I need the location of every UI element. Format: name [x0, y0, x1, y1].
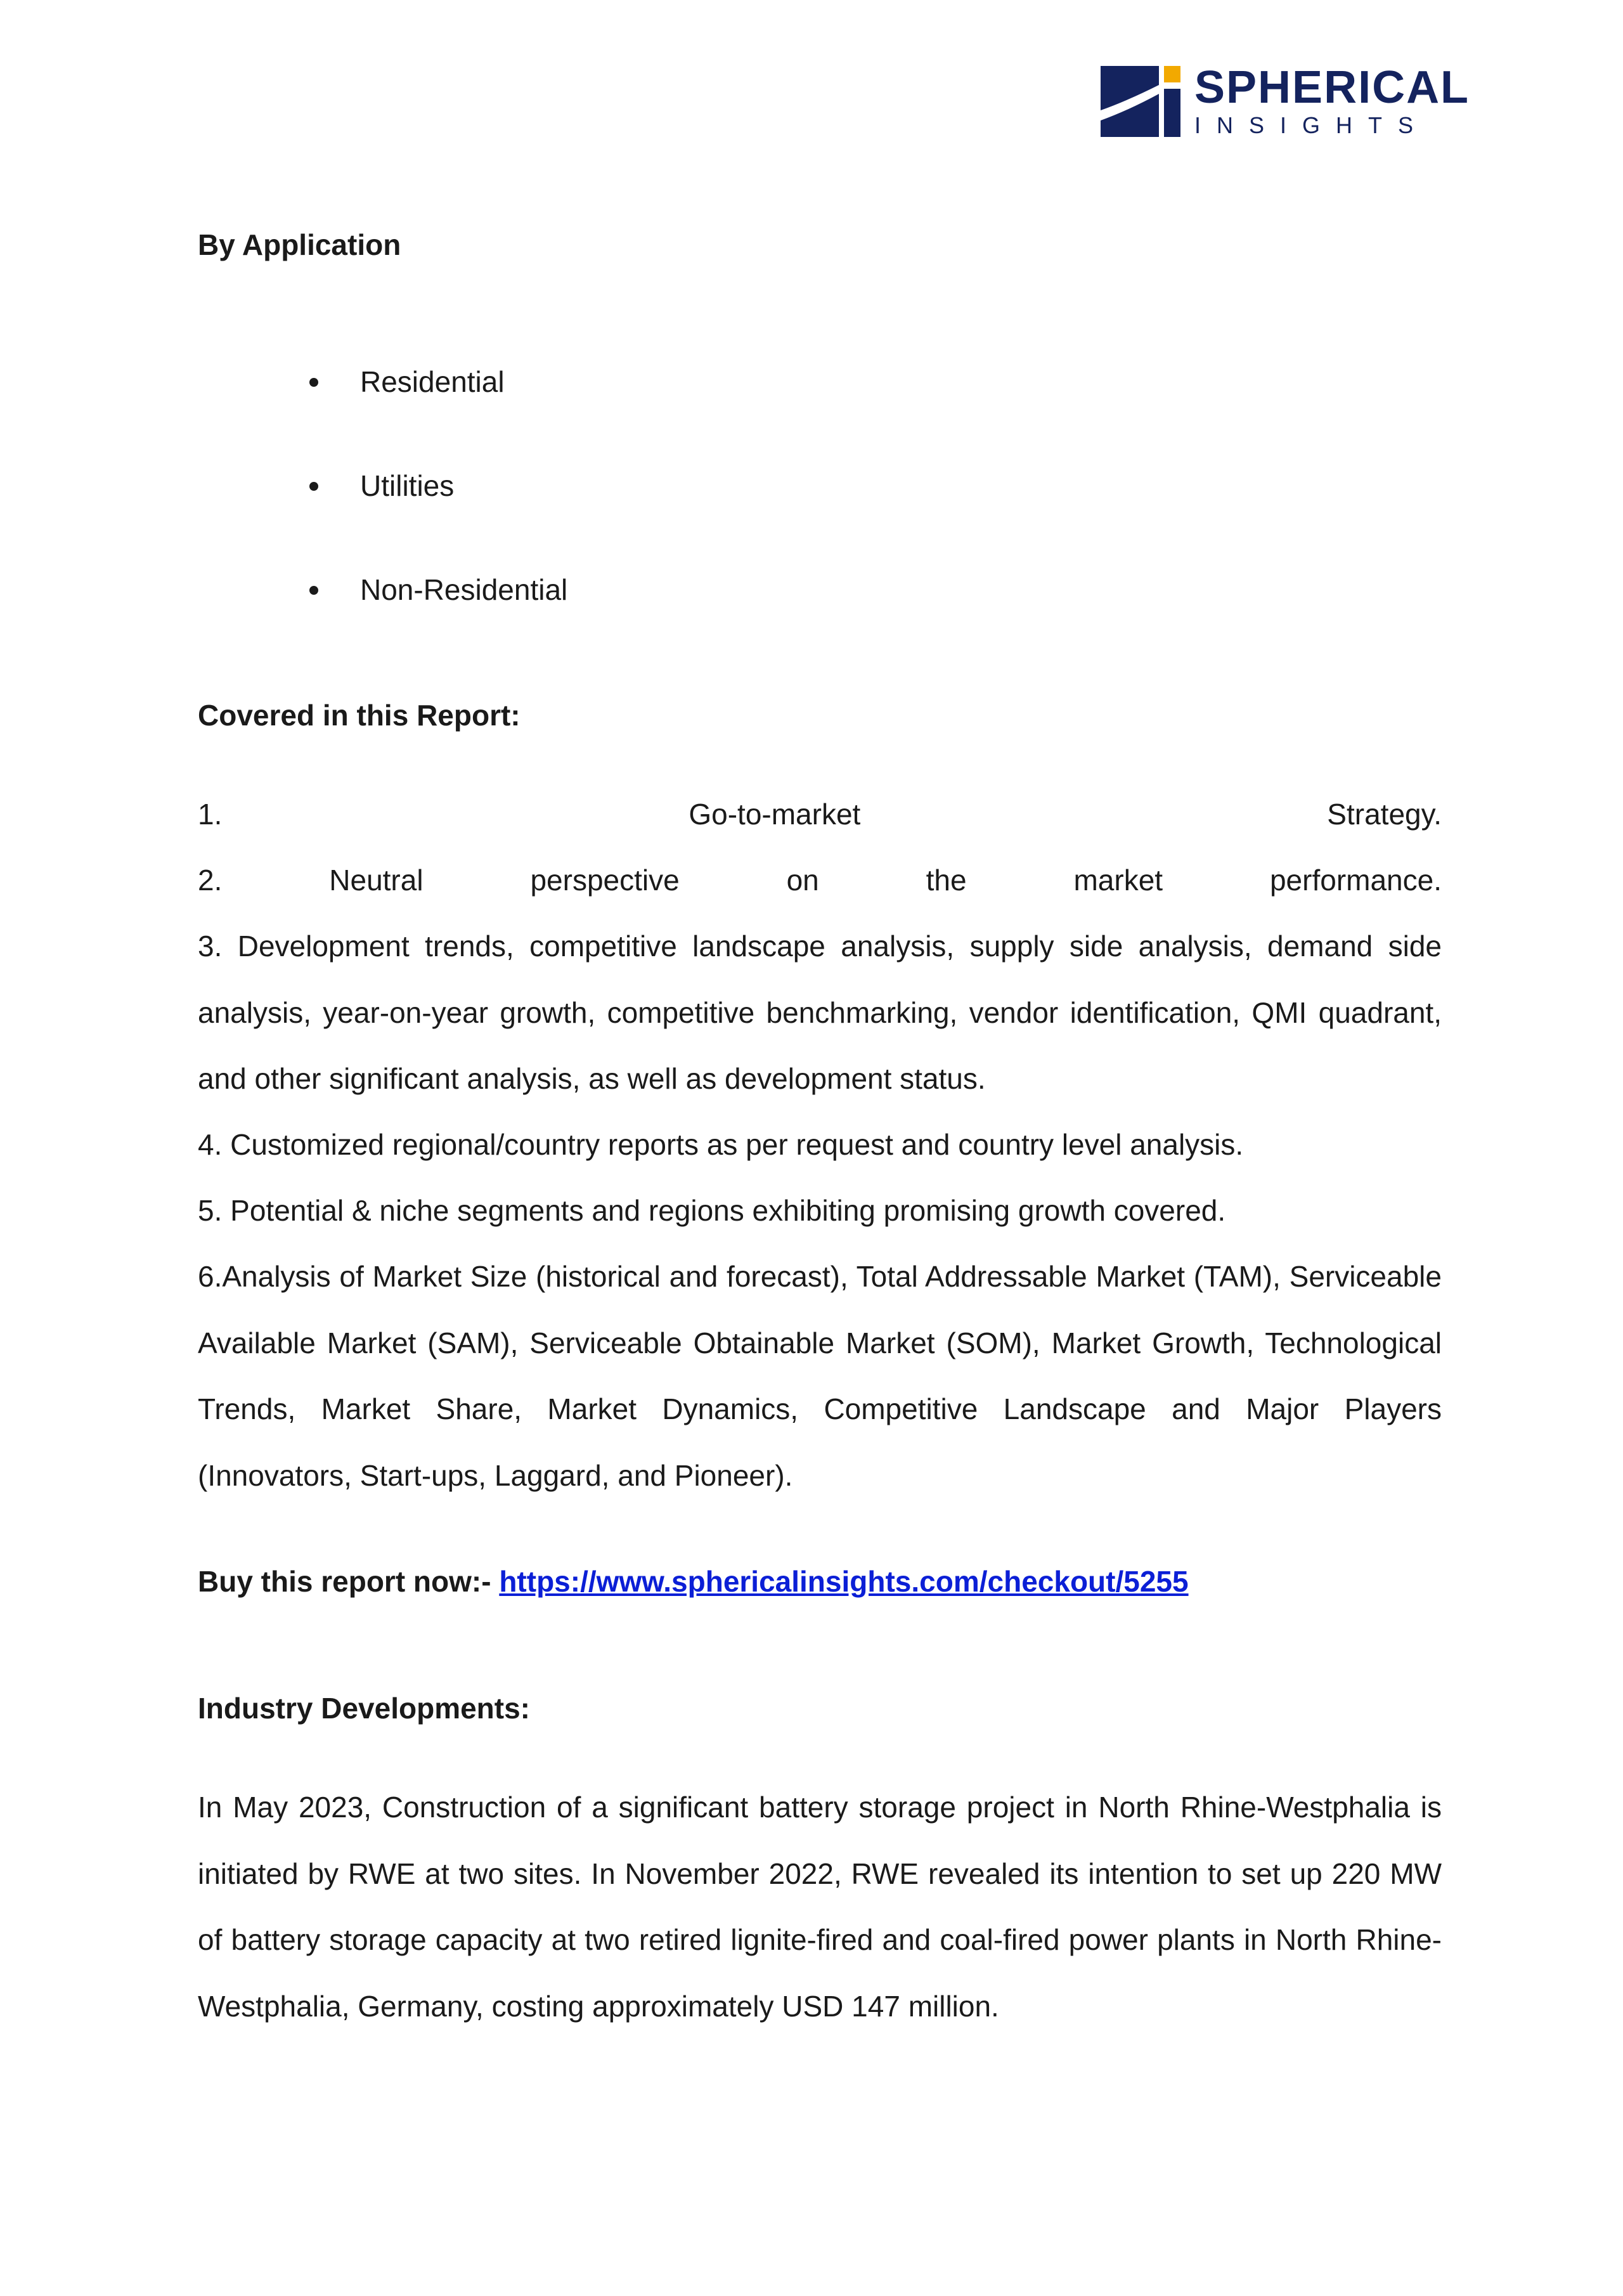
list-item-label: Non-Residential — [360, 573, 568, 606]
word: Neutral — [329, 864, 424, 897]
word: Go-to-market — [689, 798, 861, 831]
application-list — [198, 361, 567, 673]
by-application-heading: By Application — [198, 228, 401, 261]
covered-item-2 — [198, 847, 1442, 913]
industry-paragraph: In May 2023, Construction of a significant battery storage project in North Rhine-Westphalia is initiated by RWE at two sites. In November 2022, RWE revealed its intention to set up 220 MW of battery storage capacity at two retired lignite-fired and coal-fired power plants in North Rhine-Westphalia, Germany, costing approximately USD 147 million. — [198, 1791, 1442, 2023]
covered-item-4: 4. Customized regional/country reports as per request and country level analysis. — [198, 1128, 1244, 1161]
covered-item-5: 5. Potential & niche segments and regions exhibiting promising growth covered. — [198, 1194, 1226, 1227]
word: on — [786, 864, 819, 897]
buy-report-line — [198, 1564, 1189, 1599]
covered-heading: Covered in this Report: — [198, 699, 521, 732]
covered-item-1 — [198, 781, 1442, 847]
word: Strategy. — [1327, 798, 1442, 831]
word: perspective — [530, 864, 680, 897]
checkout-link[interactable]: https://www.sphericalinsights.com/checkout/5255 — [499, 1565, 1189, 1598]
buy-label: Buy this report now:- — [198, 1565, 491, 1598]
brand-logo — [1101, 62, 1470, 139]
industry-heading: Industry Developments: — [198, 1692, 530, 1725]
covered-item-3: 3. Development trends, competitive landscape analysis, supply side analysis, demand side analysis, year-on-year growth, competitive benchmarking, vendor identification, QMI quadrant, and other significant analysis, as well as development status. — [198, 930, 1442, 1095]
brand-tagline: INSIGHTS — [1194, 112, 1430, 138]
list-item — [198, 569, 567, 673]
bullet-icon — [309, 482, 318, 491]
word: 1. — [198, 798, 223, 831]
list-item-label: Utilities — [360, 469, 455, 502]
list-item — [198, 465, 567, 569]
list-item-label: Residential — [360, 365, 505, 398]
bullet-icon — [309, 378, 318, 387]
brand-wordmark — [1194, 63, 1470, 138]
word: 2. — [198, 864, 223, 897]
spherical-insights-logo-icon — [1101, 66, 1180, 137]
brand-name: SPHERICAL — [1194, 62, 1470, 113]
word: the — [926, 864, 967, 897]
list-item — [198, 361, 567, 465]
word: performance. — [1269, 864, 1442, 897]
word: market — [1073, 864, 1163, 897]
bullet-icon — [309, 586, 318, 595]
covered-item-6: 6.Analysis of Market Size (historical and forecast), Total Addressable Market (TAM), Serviceable Available Market (SAM), Serviceable Obtainable Market (SOM), Market Growth, Technological Trends, Market Share, Market Dynamics, Competitive Landscape and Major Players (Innovators, Start-ups, Laggard, and Pioneer). — [198, 1260, 1442, 1492]
